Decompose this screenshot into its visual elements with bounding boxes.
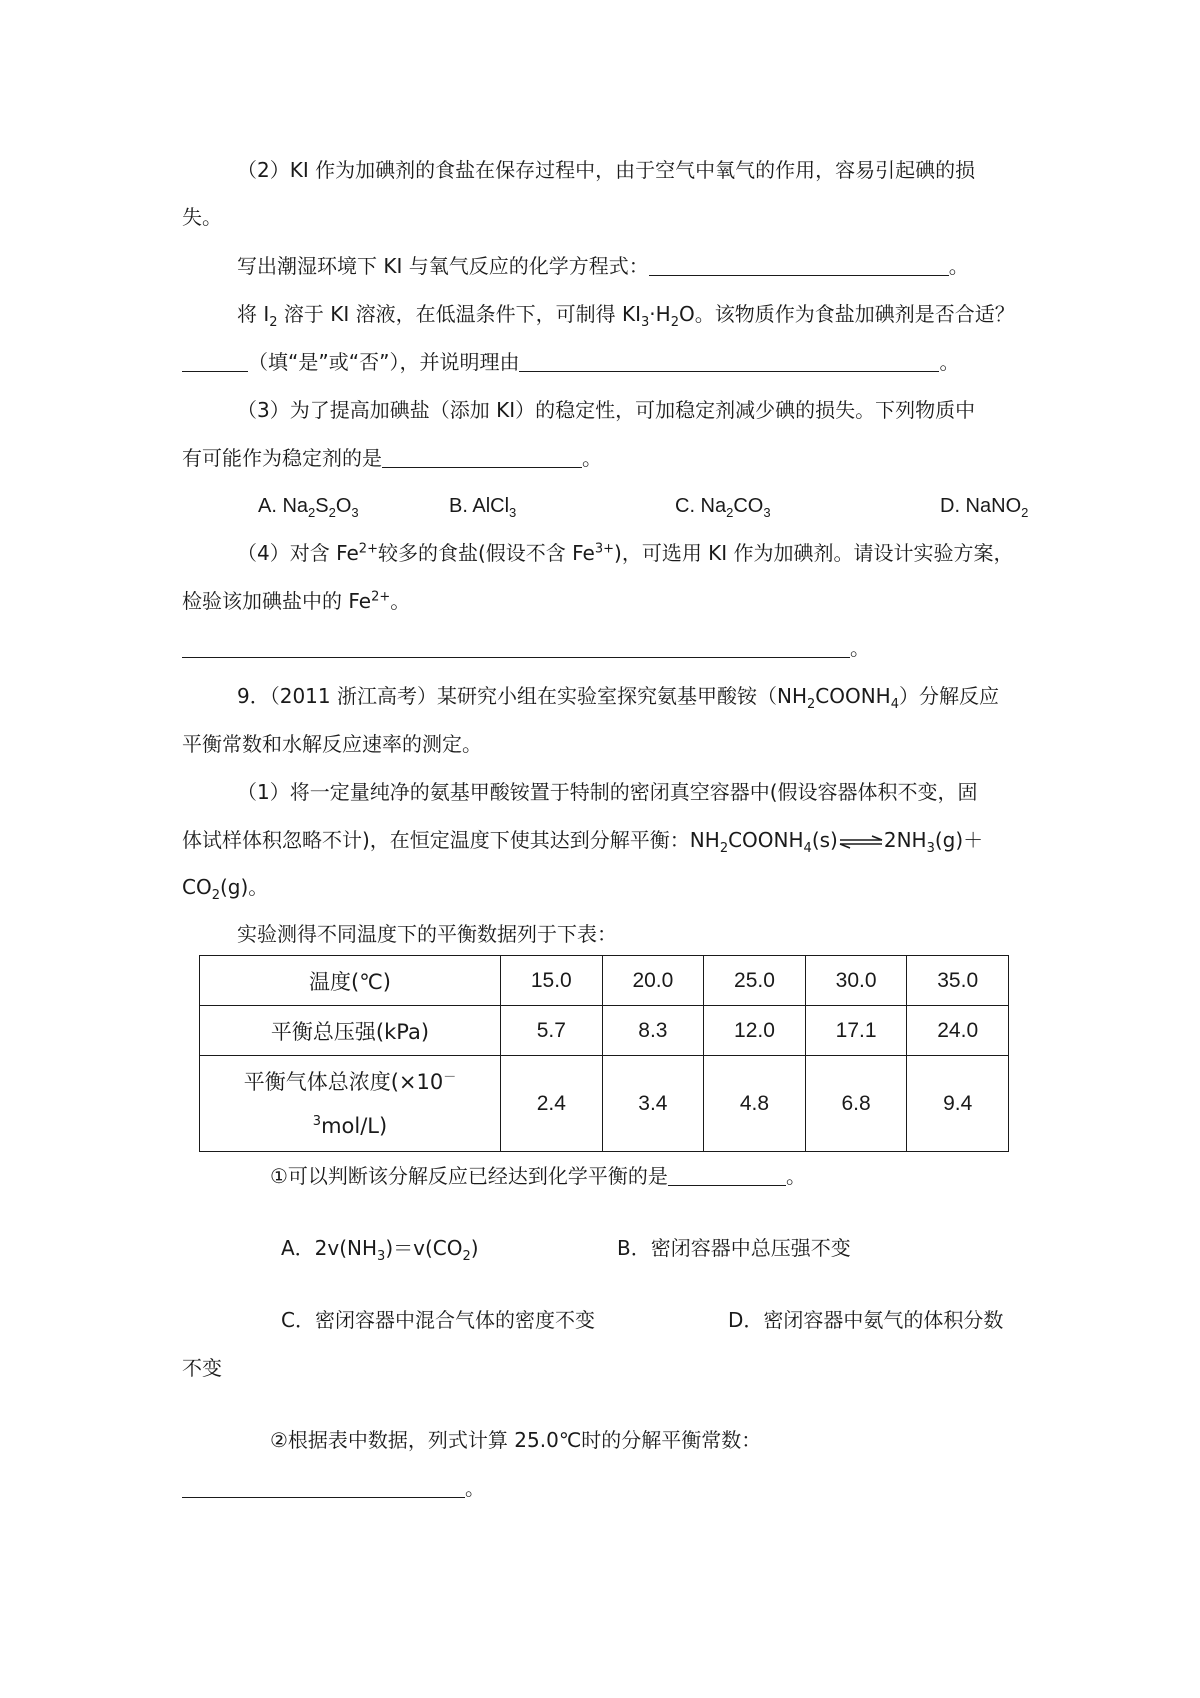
- row-header: 温度(℃): [200, 956, 501, 1006]
- q8-part2-ki3-line: 将 $I_2$ 溶于 KI 溶液，在低温条件下，可制得 $KI_3\cdot H_2O$。该物质作为食盐加碘剂是否合适？: [237, 302, 1015, 330]
- q8-part2-reason-line: （填“是”或“否”），并说明理由 。: [182, 348, 959, 376]
- q9-sub2-answer-line: 。: [182, 1474, 485, 1502]
- q9-part1-line3: $CO_2(g)$。: [182, 875, 269, 903]
- q8-part2-equation-prompt: 写出潮湿环境下 KI 与氧气反应的化学方程式： 。: [237, 254, 969, 278]
- option-d: D. NaNO$_2$: [940, 495, 1029, 520]
- q9-part1-line2: 体试样体积忽略不计)，在恒定温度下使其达到分解平衡：$NH_2COONH_4(s)$ $2NH_3(g)+$: [182, 828, 984, 856]
- table-cell: 30.0: [805, 956, 907, 1006]
- q8-part3-line2: 有可能作为稳定剂的是 。: [182, 446, 602, 470]
- q9-part1-line1: （1）将一定量纯净的氨基甲酸铵置于特制的密闭真空容器中(假设容器体积不变，固: [237, 780, 978, 804]
- table-row-temperature: [200, 956, 1009, 1006]
- q8-part4-answer-line: 。: [182, 634, 870, 662]
- q8-part2-line2: 失。: [182, 205, 222, 229]
- table-cell: 9.4: [907, 1056, 1009, 1152]
- choice-b: B．密闭容器中总压强不变: [617, 1236, 851, 1260]
- table-cell: 35.0: [907, 956, 1009, 1006]
- q8-part3-line1: （3）为了提高加碘盐（添加 KI）的稳定性，可加稳定剂减少碘的损失。下列物质中: [237, 398, 976, 422]
- table-cell: 15.0: [501, 956, 603, 1006]
- equilibrium-data-table: [199, 955, 1009, 1152]
- table-row-concentration: [200, 1056, 1009, 1152]
- table-cell: 6.8: [805, 1056, 907, 1152]
- q9-sub2-prompt: ②根据表中数据，列式计算 25.0℃时的分解平衡常数：: [270, 1428, 762, 1452]
- table-cell: 25.0: [704, 956, 806, 1006]
- q9-table-intro: 实验测得不同温度下的平衡数据列于下表：: [237, 922, 617, 946]
- table-row-pressure: [200, 1006, 1009, 1056]
- table-cell: 20.0: [602, 956, 704, 1006]
- choice-d: D．密闭容器中氨气的体积分数: [728, 1308, 1004, 1332]
- choice-a: A．$2v(NH_3)=v(CO_2)$: [281, 1236, 479, 1264]
- q8-part4-line1: （4）对含 $Fe^{2+}$较多的食盐(假设不含 $Fe^{3+}$)，可选用 KI 作为加碘剂。请设计实验方案，: [237, 541, 1014, 565]
- answer-blank[interactable]: [182, 637, 850, 658]
- table-cell: 8.3: [602, 1006, 704, 1056]
- option-a: A. $Na_2S_2O_3$: [258, 495, 359, 520]
- answer-blank[interactable]: [668, 1165, 786, 1186]
- answer-blank[interactable]: [649, 255, 949, 276]
- answer-blank[interactable]: [182, 351, 248, 372]
- table-cell: 2.4: [501, 1056, 603, 1152]
- q8-part4-line2: 检验该加碘盐中的 $Fe^{2+}$。: [182, 589, 411, 613]
- table-cell: 4.8: [704, 1056, 806, 1152]
- table-cell: 3.4: [602, 1056, 704, 1152]
- answer-blank[interactable]: [382, 447, 582, 468]
- q9-sub1-prompt: ①可以判断该分解反应已经达到化学平衡的是 。: [270, 1164, 806, 1188]
- q9-intro-line1: 9．（2011 浙江高考）某研究小组在实验室探究氨基甲酸铵$(NH_2COONH_4)$分解反应: [237, 684, 999, 712]
- table-cell: 5.7: [501, 1006, 603, 1056]
- answer-blank[interactable]: [519, 351, 939, 372]
- answer-blank[interactable]: [182, 1477, 465, 1498]
- row-header: 平衡总压强(kPa): [200, 1006, 501, 1056]
- equilibrium-arrow-icon: [838, 835, 884, 849]
- table-cell: 24.0: [907, 1006, 1009, 1056]
- choice-d-wrap: 不变: [182, 1356, 222, 1380]
- option-c: C. $Na_2CO_3$: [675, 495, 771, 520]
- q9-intro-line2: 平衡常数和水解反应速率的测定。: [182, 732, 482, 756]
- q8-part2-line1: （2）KI 作为加碘剂的食盐在保存过程中，由于空气中氧气的作用，容易引起碘的损: [237, 158, 976, 182]
- option-b: B. AlCl$_3$: [449, 495, 517, 520]
- table-cell: 17.1: [805, 1006, 907, 1056]
- choice-c: C．密闭容器中混合气体的密度不变: [281, 1308, 595, 1332]
- table-cell: 12.0: [704, 1006, 806, 1056]
- row-header: 平衡气体总浓度(×10－ $^3$mol/L): [200, 1056, 501, 1152]
